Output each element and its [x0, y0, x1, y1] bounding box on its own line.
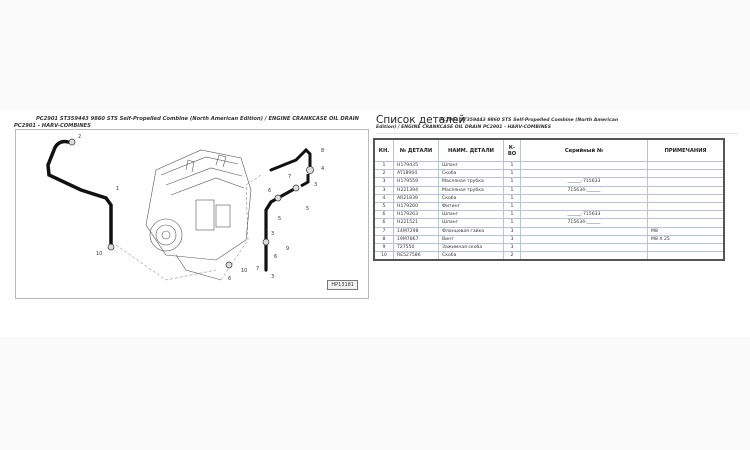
cell-kn: 3 [374, 186, 394, 194]
cell-serial [521, 235, 648, 243]
cell-serial [521, 162, 648, 170]
diagram-caption: PC2901 ST359443 9860 STS Self-Propelled Combine (North American Edition) / ENGINE CRANKCASE OIL DRAIN PC2901 - HARV-COMBINES [14, 116, 360, 129]
table-row [374, 202, 724, 210]
parts-list-subtitle-1: PC2901 ST359443 9860 STS Self-Propelled Combine (North American [439, 118, 619, 123]
cell-notes [648, 211, 725, 219]
table-row [374, 186, 724, 194]
cell-part-no[interactable]: H179260 [394, 202, 439, 210]
cell-qty: 1 [504, 202, 521, 210]
table-row [374, 178, 724, 186]
cell-notes [648, 243, 725, 251]
cell-part-no[interactable]: H179559 [394, 178, 439, 186]
parts-page [0, 110, 750, 337]
cell-qty: 3 [504, 243, 521, 251]
cell-notes [648, 186, 725, 194]
cell-name: Фланцевая гайка [439, 227, 504, 235]
header-part-no: № ДЕТАЛИ [394, 139, 439, 162]
cell-notes [648, 219, 725, 227]
cell-serial: ______-715633 [521, 211, 648, 219]
cell-notes: M8 X 25 [648, 235, 725, 243]
cell-part-no[interactable]: H179263 [394, 211, 439, 219]
cell-qty: 1 [504, 194, 521, 202]
cell-serial: 715634-______ [521, 186, 648, 194]
parts-list-subtitle-2: Edition) / ENGINE CRANKCASE OIL DRAIN PC2901 - HARV-COMBINES [376, 125, 552, 130]
cell-kn: 6 [374, 219, 394, 227]
cell-kn: 6 [374, 211, 394, 219]
table-header-row [374, 139, 724, 162]
svg-text:5: 5 [278, 216, 282, 222]
cell-qty: 3 [504, 227, 521, 235]
cell-name: Масляная трубка [439, 178, 504, 186]
cell-notes [648, 162, 725, 170]
cell-kn: 9 [374, 243, 394, 251]
cell-name: Шланг [439, 219, 504, 227]
cell-part-no[interactable]: H179435 [394, 162, 439, 170]
cell-name: Скоба [439, 170, 504, 178]
svg-text:1: 1 [116, 186, 120, 192]
svg-text:3: 3 [271, 274, 275, 280]
cell-part-no[interactable]: H221394 [394, 186, 439, 194]
cell-qty: 3 [504, 235, 521, 243]
cell-qty: 1 [504, 178, 521, 186]
svg-text:10: 10 [96, 251, 103, 257]
header-kn: КН. [374, 139, 394, 162]
table-row [374, 162, 724, 170]
cell-notes: M8 [648, 227, 725, 235]
cell-notes [648, 170, 725, 178]
cell-kn: 4 [374, 194, 394, 202]
cell-serial: 715634-______ [521, 219, 648, 227]
cell-name: Скоба [439, 252, 504, 261]
cell-serial [521, 243, 648, 251]
svg-text:6: 6 [274, 254, 278, 260]
cell-notes [648, 178, 725, 186]
cell-part-no[interactable]: 14M7298 [394, 227, 439, 235]
cell-part-no[interactable]: RE527586 [394, 252, 439, 261]
cell-notes [648, 194, 725, 202]
cell-part-no[interactable]: 19M7867 [394, 235, 439, 243]
exploded-diagram [15, 129, 369, 299]
cell-kn: 1 [374, 162, 394, 170]
cell-name: Масляная трубка [439, 186, 504, 194]
cell-name: Шланг [439, 211, 504, 219]
header-qty: К-ВО [504, 139, 521, 162]
cell-part-no[interactable]: AR21839 [394, 194, 439, 202]
cell-name: Скоба [439, 194, 504, 202]
svg-text:8: 8 [321, 148, 325, 154]
table-row [374, 170, 724, 178]
cell-kn: 10 [374, 252, 394, 261]
cell-serial: ______-715633 [521, 178, 648, 186]
svg-text:2: 2 [78, 134, 82, 140]
cell-notes [648, 252, 725, 261]
svg-text:9: 9 [286, 246, 290, 252]
cell-name: Шланг [439, 162, 504, 170]
table-row [374, 235, 724, 243]
table-row [374, 243, 724, 251]
svg-text:6: 6 [228, 276, 232, 282]
cell-kn: 3 [374, 178, 394, 186]
cell-serial [521, 194, 648, 202]
cell-kn: 2 [374, 170, 394, 178]
table-row [374, 194, 724, 202]
cell-name: Зажимная скоба [439, 243, 504, 251]
cell-name: Фитинг [439, 202, 504, 210]
header-notes: ПРИМЕЧАНИЯ [648, 139, 725, 162]
cell-serial [521, 227, 648, 235]
figure-id-label: HP13181 [327, 280, 358, 290]
svg-text:7: 7 [256, 266, 260, 272]
parts-table [373, 138, 725, 261]
cell-qty: 1 [504, 186, 521, 194]
header-serial: Серийный № [521, 139, 648, 162]
table-row [374, 211, 724, 219]
table-row [374, 227, 724, 235]
cell-qty: 1 [504, 219, 521, 227]
cell-kn: 8 [374, 235, 394, 243]
cell-serial [521, 202, 648, 210]
svg-text:6: 6 [268, 188, 272, 194]
cell-serial [521, 170, 648, 178]
cell-part-no[interactable]: AT18904 [394, 170, 439, 178]
engine-drain-illustration [16, 130, 368, 298]
svg-text:3: 3 [314, 182, 318, 188]
parts-list-title: Список деталей [376, 114, 466, 126]
header-name: НАИМ. ДЕТАЛИ [439, 139, 504, 162]
cell-qty: 1 [504, 162, 521, 170]
cell-qty: 1 [504, 211, 521, 219]
divider [376, 133, 738, 134]
svg-text:3: 3 [271, 231, 275, 237]
cell-name: Винт [439, 235, 504, 243]
cell-serial [521, 252, 648, 261]
table-row [374, 219, 724, 227]
svg-text:5: 5 [306, 206, 310, 212]
cell-notes [648, 202, 725, 210]
cell-part-no[interactable]: H221521 [394, 219, 439, 227]
svg-text:7: 7 [288, 174, 292, 180]
cell-kn: 5 [374, 202, 394, 210]
svg-text:10: 10 [241, 268, 248, 274]
table-row [374, 252, 724, 261]
cell-qty: 1 [504, 170, 521, 178]
cell-kn: 7 [374, 227, 394, 235]
svg-text:4: 4 [321, 166, 325, 172]
cell-part-no[interactable]: T27550 [394, 243, 439, 251]
cell-qty: 2 [504, 252, 521, 261]
